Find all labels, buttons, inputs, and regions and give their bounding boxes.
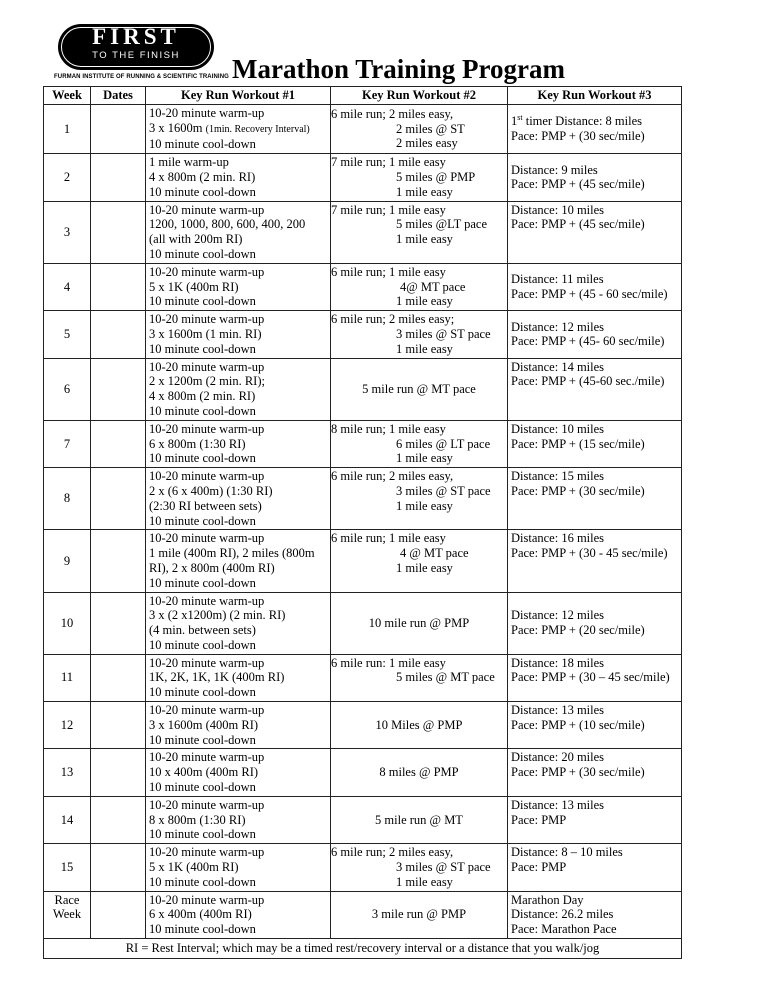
dates-cell [91, 263, 146, 310]
week-number: 5 [44, 311, 91, 358]
logo-institute: FURMAN INSTITUTE OF RUNNING & SCIENTIFIC TRAINING [54, 74, 229, 80]
table-row [44, 358, 682, 420]
workout-2-cell: 8 miles @ PMP [331, 749, 508, 796]
workout-1-cell: 10-20 minute warm-up 1200, 1000, 800, 600, 400, 200 (all with 200m RI) 10 minute cool-down [146, 201, 331, 263]
week-number: 3 [44, 201, 91, 263]
dates-cell [91, 654, 146, 701]
workout-2-cell: 6 mile run; 1 mile easy 4@ MT pace 1 mile easy [331, 263, 508, 310]
footer-row [44, 939, 682, 959]
week-number: 10 [44, 592, 91, 654]
workout-1-cell: 10-20 minute warm-up 3 x 1600m (1 min. RI) 10 minute cool-down [146, 311, 331, 358]
workout-3-cell: Distance: 13 miles Pace: PMP [508, 796, 682, 843]
header-workout-3: Key Run Workout #3 [508, 87, 682, 105]
workout-3-cell: Distance: 10 miles Pace: PMP + (15 sec/mile) [508, 420, 682, 467]
header-week: Week [44, 87, 91, 105]
workout-2-cell: 3 mile run @ PMP [331, 891, 508, 938]
table-row [44, 104, 682, 153]
workout-2-cell: 10 mile run @ PMP [331, 592, 508, 654]
week-number: 6 [44, 358, 91, 420]
dates-cell [91, 592, 146, 654]
first-logo [54, 24, 229, 86]
workout-2-cell: 6 mile run; 2 miles easy, 2 miles @ ST 2 miles easy [331, 104, 508, 153]
table-header-row [44, 87, 682, 105]
week-number: 1 [44, 104, 91, 153]
workout-2-cell: 10 Miles @ PMP [331, 702, 508, 749]
workout-3-cell: Distance: 18 miles Pace: PMP + (30 – 45 sec/mile) [508, 654, 682, 701]
week-number: 7 [44, 420, 91, 467]
table-row [44, 592, 682, 654]
dates-cell [91, 154, 146, 201]
workout-1-cell: 10-20 minute warm-up 6 x 400m (400m RI) 10 minute cool-down [146, 891, 331, 938]
workout-2-cell: 8 mile run; 1 mile easy 6 miles @ LT pace 1 mile easy [331, 420, 508, 467]
workout-1-cell: 1 mile warm-up 4 x 800m (2 min. RI) 10 minute cool-down [146, 154, 331, 201]
logo-word: FIRST [92, 24, 180, 49]
workout-2-cell: 6 mile run; 2 miles easy; 3 miles @ ST pace 1 mile easy [331, 311, 508, 358]
dates-cell [91, 891, 146, 938]
table-row [44, 796, 682, 843]
workout-2-cell: 5 mile run @ MT [331, 796, 508, 843]
table-row [44, 891, 682, 938]
dates-cell [91, 201, 146, 263]
workout-1-cell: 10-20 minute warm-up 10 x 400m (400m RI) 10 minute cool-down [146, 749, 331, 796]
workout-3-cell: Distance: 11 miles Pace: PMP + (45 - 60 sec/mile) [508, 263, 682, 310]
table-row [44, 468, 682, 530]
dates-cell [91, 796, 146, 843]
week-number: 14 [44, 796, 91, 843]
table-row [44, 530, 682, 592]
workout-3-cell: Distance: 12 miles Pace: PMP + (45- 60 sec/mile) [508, 311, 682, 358]
logo-badge [58, 24, 214, 70]
workout-3-cell: 1st timer Distance: 8 miles Pace: PMP + (30 sec/mile) [508, 104, 682, 153]
workout-1-cell: 10-20 minute warm-up 2 x 1200m (2 min. RI); 4 x 800m (2 min. RI) 10 minute cool-down [146, 358, 331, 420]
workout-2-cell: 6 mile run; 1 mile easy 4 @ MT pace 1 mile easy [331, 530, 508, 592]
week-number: 2 [44, 154, 91, 201]
dates-cell [91, 358, 146, 420]
week-number: 12 [44, 702, 91, 749]
workout-1-cell: 10-20 minute warm-up 1 mile (400m RI), 2 miles (800m RI), 2 x 800m (400m RI) 10 minute cool-down [146, 530, 331, 592]
header-dates: Dates [91, 87, 146, 105]
dates-cell [91, 530, 146, 592]
workout-2-cell: 6 mile run: 1 mile easy 5 miles @ MT pace [331, 654, 508, 701]
week-number: 9 [44, 530, 91, 592]
logo-tagline: TO THE FINISH [92, 50, 180, 61]
table-row [44, 749, 682, 796]
workout-2-cell: 5 mile run @ MT pace [331, 358, 508, 420]
week-number: 8 [44, 468, 91, 530]
workout-2-cell: 7 mile run; 1 mile easy 5 miles @LT pace 1 mile easy [331, 201, 508, 263]
table-row [44, 201, 682, 263]
table-row [44, 263, 682, 310]
dates-cell [91, 311, 146, 358]
workout-1-cell: 10-20 minute warm-up 3 x 1600m (1min. Recovery Interval) 10 minute cool-down [146, 104, 331, 153]
workout-3-cell: Distance: 10 miles Pace: PMP + (45 sec/mile) [508, 201, 682, 263]
dates-cell [91, 420, 146, 467]
table-row [44, 154, 682, 201]
week-number: 11 [44, 654, 91, 701]
workout-1-cell: 10-20 minute warm-up 2 x (6 x 400m) (1:30 RI) (2:30 RI between sets) 10 minute cool-down [146, 468, 331, 530]
workout-1-cell: 10-20 minute warm-up 5 x 1K (400m RI) 10 minute cool-down [146, 263, 331, 310]
workout-1-cell: 10-20 minute warm-up 5 x 1K (400m RI) 10 minute cool-down [146, 844, 331, 891]
workout-3-cell: Distance: 15 miles Pace: PMP + (30 sec/mile) [508, 468, 682, 530]
training-table [43, 86, 682, 959]
workout-3-cell: Distance: 12 miles Pace: PMP + (20 sec/mile) [508, 592, 682, 654]
workout-3-cell: Distance: 9 miles Pace: PMP + (45 sec/mile) [508, 154, 682, 201]
dates-cell [91, 104, 146, 153]
table-row [44, 844, 682, 891]
workout-3-cell: Distance: 14 miles Pace: PMP + (45-60 sec./mile) [508, 358, 682, 420]
workout-2-cell: 7 mile run; 1 mile easy 5 miles @ PMP 1 mile easy [331, 154, 508, 201]
table-row [44, 311, 682, 358]
workout-1-cell: 10-20 minute warm-up 1K, 2K, 1K, 1K (400m RI) 10 minute cool-down [146, 654, 331, 701]
week-number: Race Week [44, 891, 91, 938]
header-workout-2: Key Run Workout #2 [331, 87, 508, 105]
workout-1-cell: 10-20 minute warm-up 6 x 800m (1:30 RI) 10 minute cool-down [146, 420, 331, 467]
workout-1-cell: 10-20 minute warm-up 3 x 1600m (400m RI) 10 minute cool-down [146, 702, 331, 749]
workout-1-cell: 10-20 minute warm-up 8 x 800m (1:30 RI) 10 minute cool-down [146, 796, 331, 843]
workout-2-cell: 6 mile run; 2 miles easy, 3 miles @ ST pace 1 mile easy [331, 468, 508, 530]
header-workout-1: Key Run Workout #1 [146, 87, 331, 105]
dates-cell [91, 844, 146, 891]
rest-interval-note: RI = Rest Interval; which may be a timed rest/recovery interval or a distance that you walk/jog [44, 939, 682, 959]
dates-cell [91, 468, 146, 530]
week-number: 13 [44, 749, 91, 796]
dates-cell [91, 702, 146, 749]
workout-3-cell: Distance: 20 miles Pace: PMP + (30 sec/mile) [508, 749, 682, 796]
week-number: 4 [44, 263, 91, 310]
table-row [44, 420, 682, 467]
page-title: Marathon Training Program [232, 54, 565, 84]
workout-2-cell: 6 mile run; 2 miles easy, 3 miles @ ST pace 1 mile easy [331, 844, 508, 891]
workout-1-cell: 10-20 minute warm-up 3 x (2 x1200m) (2 min. RI) (4 min. between sets) 10 minute cool-down [146, 592, 331, 654]
table-row [44, 702, 682, 749]
workout-3-cell: Distance: 16 miles Pace: PMP + (30 - 45 sec/mile) [508, 530, 682, 592]
dates-cell [91, 749, 146, 796]
workout-3-cell: Distance: 8 – 10 miles Pace: PMP [508, 844, 682, 891]
workout-3-cell: Marathon Day Distance: 26.2 miles Pace: Marathon Pace [508, 891, 682, 938]
week-number: 15 [44, 844, 91, 891]
workout-3-cell: Distance: 13 miles Pace: PMP + (10 sec/mile) [508, 702, 682, 749]
table-row [44, 654, 682, 701]
